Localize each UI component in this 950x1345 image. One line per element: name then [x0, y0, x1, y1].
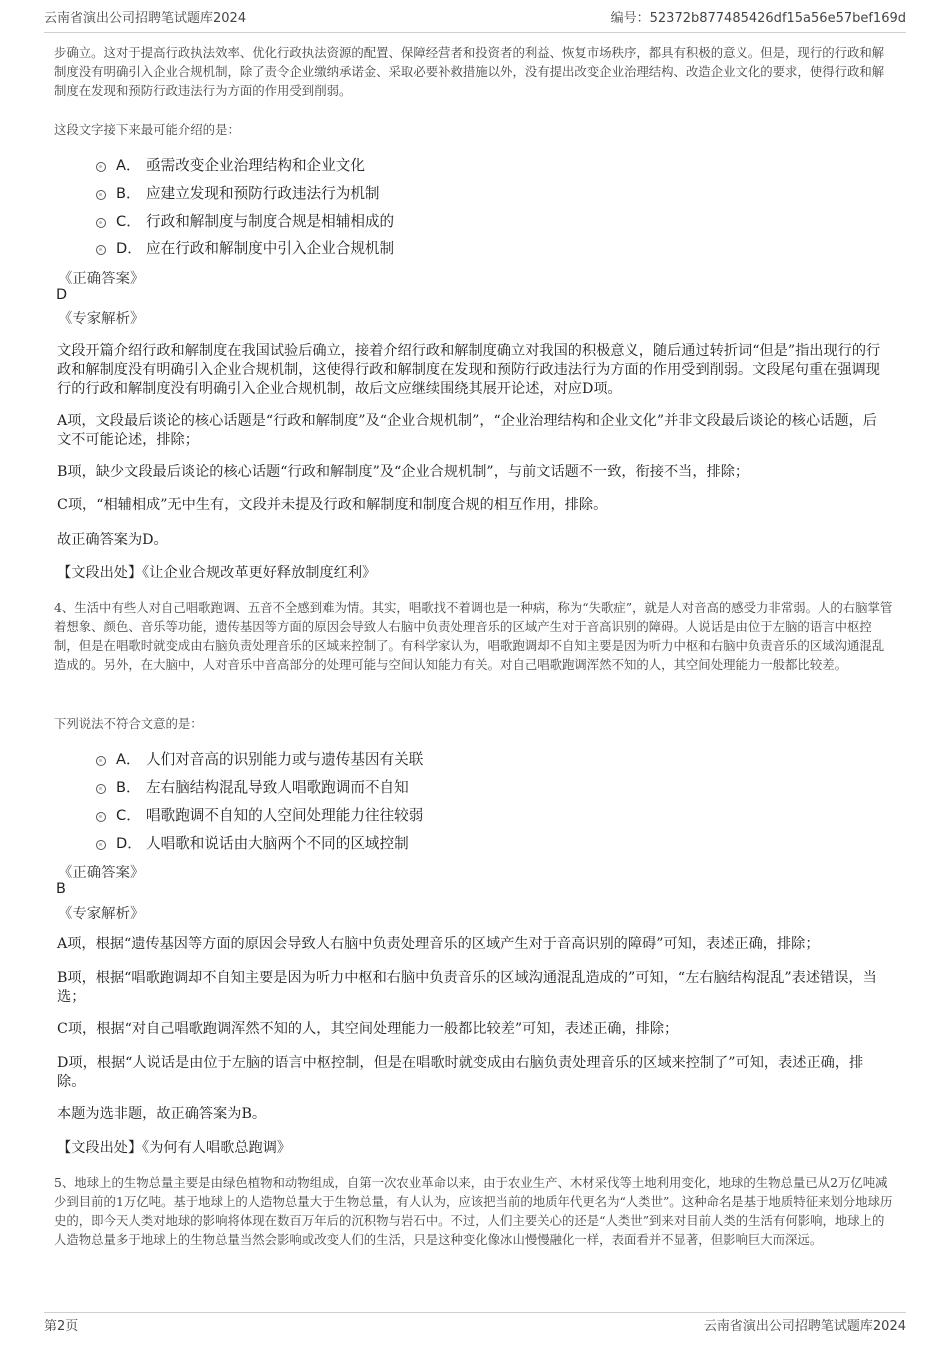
option-text: 人唱歌和说话由大脑两个不同的区域控制: [146, 834, 409, 852]
q4-option-d[interactable]: D． 人唱歌和说话由大脑两个不同的区域控制: [96, 831, 409, 853]
radio-icon[interactable]: [96, 756, 106, 766]
q4-option-c[interactable]: C． 唱歌跑调不自知的人空间处理能力往往较弱: [96, 803, 423, 825]
option-text: 应在行政和解制度中引入企业合规机制: [146, 239, 395, 257]
option-text: 行政和解制度与制度合规是相辅相成的: [146, 212, 395, 230]
q4-option-a[interactable]: A． 人们对音高的识别能力或与遗传基因有关联: [96, 747, 423, 769]
q3-answer: D: [56, 287, 68, 303]
radio-icon[interactable]: [96, 245, 106, 255]
radio-icon[interactable]: [96, 812, 106, 822]
q3-passage-tail: 步确立。这对于提高行政执法效率、优化行政执法资源的配置、保障经营者和投资者的利益、恢复市场秩序，都具有积极的意义。但是，现行的行政和解制度没有明确引入企业合规机制，除了责令企业缴纳承诺金、采取必要补救措施以外，没有提出改变企业治理结构、改造企业文化的要求，使得行政和解制度在发现和预防行政违法行为方面的作用受到削弱。: [54, 45, 885, 98]
q4-analysis-d: D项，根据“人说话是由位于左脑的语言中枢控制，但是在唱歌时就变成由右脑负责处理音乐的区域来控制了”可知，表述正确，排除。: [57, 1055, 864, 1090]
q3-option-c[interactable]: C． 行政和解制度与制度合规是相辅相成的: [96, 209, 394, 231]
option-text: 应建立发现和预防行政违法行为机制: [146, 184, 380, 202]
option-text: 人们对音高的识别能力或与遗传基因有关联: [146, 750, 424, 768]
q3-prompt: 这段文字接下来最可能介绍的是：: [54, 122, 240, 137]
radio-icon[interactable]: [96, 218, 106, 228]
q4-option-b[interactable]: B． 左右脑结构混乱导致人唱歌跑调而不自知: [96, 775, 409, 797]
q3-analysis-label: 《专家解析》: [58, 311, 145, 327]
q3-option-b[interactable]: B． 应建立发现和预防行政违法行为机制: [96, 181, 380, 203]
option-text: 亟需改变企业治理结构和企业文化: [146, 156, 365, 174]
q4-analysis-label: 《专家解析》: [58, 906, 145, 922]
q4-analysis-a: A项，根据“遗传基因等方面的原因会导致人右脑中负责处理音乐的区域产生对于音高识别的障碍”可知，表述正确，排除；: [57, 936, 820, 952]
page-footer: [44, 1312, 906, 1335]
q3-analysis-conclusion: 故正确答案为D。: [57, 532, 168, 548]
radio-icon[interactable]: [96, 190, 106, 200]
q4-source: 【文段出处】《为何有人唱歌总跑调》: [57, 1140, 292, 1156]
q4-analysis-conclusion: 本题为选非题，故正确答案为B。: [57, 1106, 267, 1122]
q4-analysis-c: C项，根据“对自己唱歌跑调浑然不知的人，其空间处理能力一般都比较差”可知，表述正确，排除；: [57, 1021, 679, 1037]
document-id: 编号：52372b877485426df15a56e57bef169d: [610, 10, 906, 26]
q3-option-a[interactable]: A． 亟需改变企业治理结构和企业文化: [96, 153, 365, 175]
q3-analysis-c: C项，“相辅相成”无中生有，文段并未提及行政和解制度和制度合规的相互作用，排除。: [57, 497, 608, 513]
option-text: 左右脑结构混乱导致人唱歌跑调而不自知: [146, 778, 409, 796]
page-header: [44, 0, 906, 33]
q3-source: 【文段出处】《让企业合规改革更好释放制度红利》: [57, 565, 377, 581]
page-number: 第2页: [44, 1318, 79, 1334]
q4-prompt: 下列说法不符合文意的是：: [54, 716, 203, 731]
option-text: 唱歌跑调不自知的人空间处理能力往往较弱: [146, 806, 424, 824]
q4-passage: 4、生活中有些人对自己唱歌跑调、五音不全感到难为情。其实，唱歌找不着调也是一种病，称为“失歌症”，就是人对音高的感受力非常弱。人的右脑掌管着想象、颜色、音乐等功能，遗传基因等方面的原因会导致人右脑中负责处理音乐的区域产生对于音高识别的障碍。人说话是由位于左脑的语言中枢控制，但是在唱歌时就变成由右脑负责处理音乐的区域来控制了。有科学家认为，唱歌跑调却不自知主要是因为听力中枢和右脑中负责音乐的区域沟通混乱造成的。另外，在大脑中，人对音乐中音高部分的处理可能与空间认知能力有关。对自己唱歌跑调浑然不知的人，其空间处理能力一般都比较差。: [54, 600, 893, 672]
q3-option-d[interactable]: D． 应在行政和解制度中引入企业合规机制: [96, 236, 394, 258]
q4-analysis-b: B项，根据“唱歌跑调却不自知主要是因为听力中枢和右脑中负责音乐的区域沟通混乱造成的”可知，“左右脑结构混乱”表述错误，当选；: [57, 970, 877, 1005]
footer-title: 云南省演出公司招聘笔试题库2024: [703, 1318, 906, 1334]
header-title: 云南省演出公司招聘笔试题库2024: [44, 10, 247, 26]
q4-answer: B: [56, 881, 66, 897]
q3-analysis-intro: 文段开篇介绍行政和解制度在我国试验后确立，接着介绍行政和解制度确立对我国的积极意义，随后通过转折词“但是”指出现行的行政和解制度没有明确引入企业合规机制，这使得行政和解制度在发现和预防行政违法行为方面的作用受到削弱。文段尾句重在强调现行的行政和解制度没有明确引入企业合规机制，故后文应继续围绕其展开论述，对应D项。: [57, 343, 881, 397]
q3-analysis-b: B项，缺少文段最后谈论的核心话题“行政和解制度”及“企业合规机制”，与前文话题不一致，衔接不当，排除；: [57, 464, 750, 480]
q4-answer-label: 《正确答案》: [58, 865, 145, 881]
radio-icon[interactable]: [96, 162, 106, 172]
radio-icon[interactable]: [96, 784, 106, 794]
q3-analysis-a: A项，文段最后谈论的核心话题是“行政和解制度”及“企业合规机制”，“企业治理结构和企业文化”并非文段最后谈论的核心话题，后文不可能论述，排除；: [57, 413, 877, 448]
radio-icon[interactable]: [96, 840, 106, 850]
q3-answer-label: 《正确答案》: [58, 271, 145, 287]
q5-passage: 5、地球上的生物总量主要是由绿色植物和动物组成，自第一次农业革命以来，由于农业生产、木材采伐等土地利用变化，地球的生物总量已从2万亿吨减少到目前的1万亿吨。基于地球上的人造物总量大于生物总量，有人认为，应该把当前的地质年代更名为“人类世”。这种命名是基于地质特征来划分地球历史的，即今天人类对地球的影响将体现在数百万年后的沉积物与岩石中。不过，人们主要关心的还是“人类世”到来对目前人类的生活有何影响，地球上的人造物总量多于地球上的生物总量当然会影响或改变人们的生活，只是这种变化像冰山慢慢融化一样，表面看并不显著，但影响巨大而深远。: [54, 1175, 893, 1247]
